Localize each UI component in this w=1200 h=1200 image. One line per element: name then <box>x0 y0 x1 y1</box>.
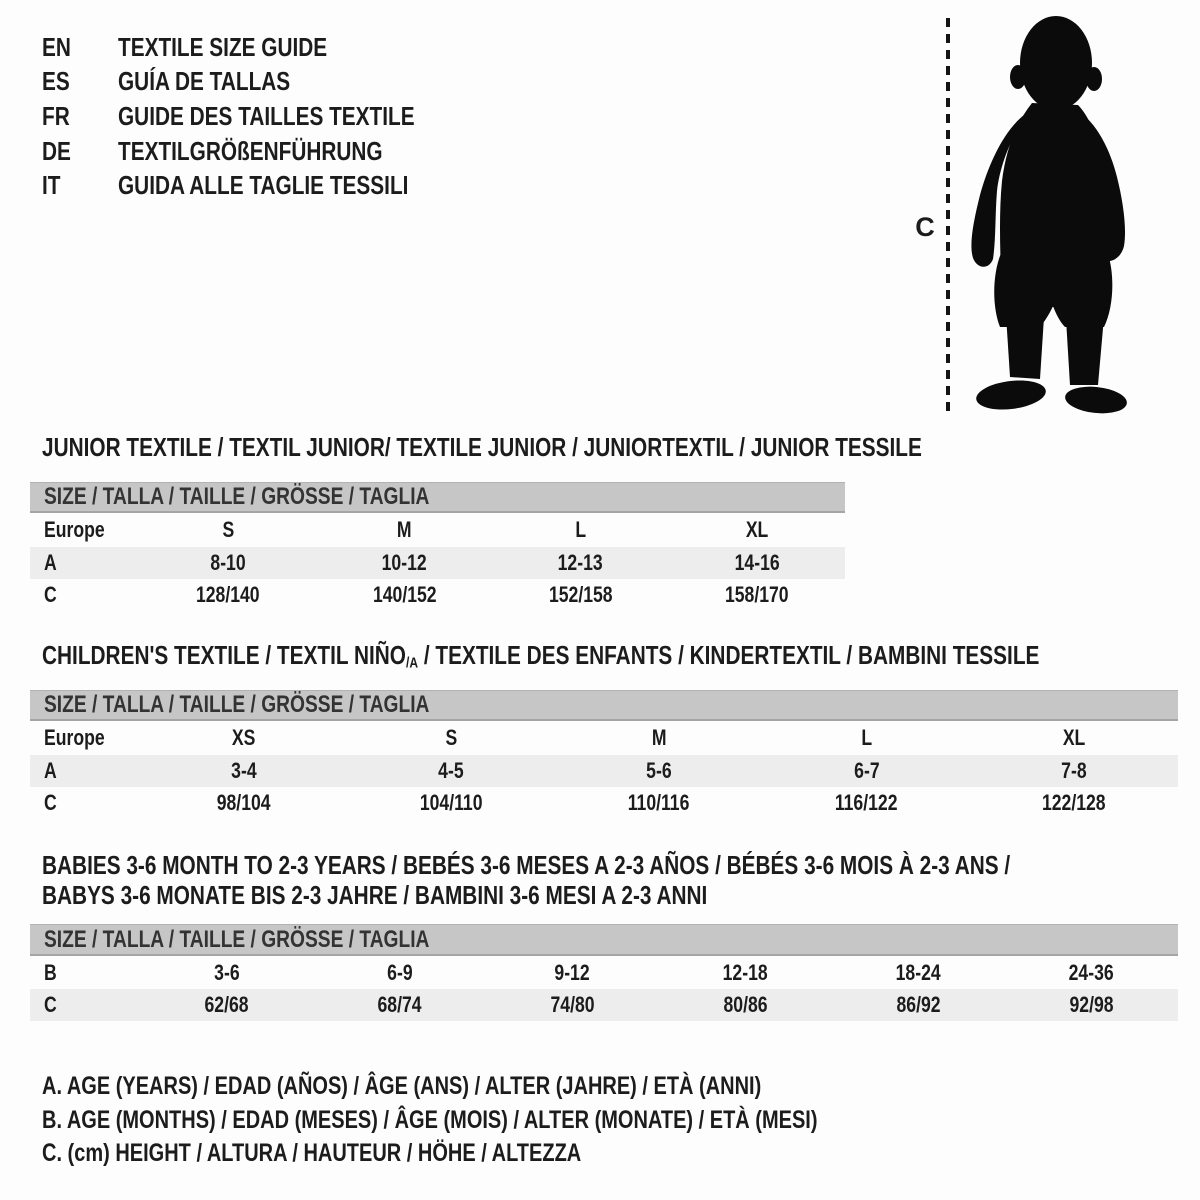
row-label: C <box>44 582 57 607</box>
size-col-header: L <box>861 725 872 750</box>
row-label: C <box>44 992 57 1017</box>
guide-title-es: GUÍA DE TALLAS <box>118 66 291 97</box>
table-cell: 92/98 <box>1069 992 1114 1017</box>
legend-line-c <box>42 1137 1011 1171</box>
row-label: C <box>44 790 57 815</box>
row-label: A <box>44 758 57 783</box>
row-label: B <box>44 959 57 985</box>
guide-title-de: TEXTILGRÖßENFÜHRUNG <box>118 135 383 166</box>
table-cell: 3-4 <box>231 758 257 783</box>
table-cell: 80/86 <box>723 992 768 1017</box>
table-row-age <box>30 755 1178 787</box>
babies-section-title-line1 <box>42 852 1200 878</box>
table-cell: 110/116 <box>628 790 690 815</box>
size-col-header: XL <box>1062 725 1086 750</box>
size-band-label: SIZE / TALLA / TAILLE / GRÖSSE / TAGLIA <box>44 691 430 718</box>
table-cell: 86/92 <box>896 992 941 1017</box>
children-size-table <box>30 690 1178 819</box>
row-label: Europe <box>44 725 105 750</box>
language-row-es <box>42 65 489 100</box>
size-header-band <box>30 690 1178 721</box>
size-col-header: XS <box>232 725 256 750</box>
language-code: IT <box>42 170 61 201</box>
baby-silhouette <box>966 14 1138 418</box>
table-cell: 62/68 <box>204 992 249 1017</box>
table-cell: 122/128 <box>1042 790 1106 815</box>
language-row-fr <box>42 99 489 134</box>
language-code: DE <box>42 135 71 166</box>
table-row-months <box>30 956 1178 989</box>
table-cell: 98/104 <box>216 790 271 815</box>
table-cell: 5-6 <box>646 758 672 783</box>
legend-line-b <box>42 1104 1011 1138</box>
language-row-de <box>42 134 489 169</box>
table-row-height <box>30 787 1178 819</box>
children-section-title-text: CHILDREN'S TEXTILE / TEXTIL NIÑO/A / TEXTILE DES ENFANTS / KINDERTEXTIL / BAMBINI TESSILE <box>42 640 1040 672</box>
table-row-height <box>30 579 845 611</box>
table-cell: 116/122 <box>835 790 898 815</box>
table-cell: 4-5 <box>438 758 465 783</box>
babies-section-title-line2 <box>42 882 874 908</box>
size-col-header: S <box>445 725 458 750</box>
table-cell: 128/140 <box>196 582 260 607</box>
junior-section-title-text: JUNIOR TEXTILE / TEXTIL JUNIOR/ TEXTILE JUNIOR / JUNIORTEXTIL / JUNIOR TESSILE <box>42 432 922 462</box>
language-row-it <box>42 168 489 203</box>
table-cell: 104/110 <box>420 790 483 815</box>
size-col-header: XL <box>745 517 769 542</box>
junior-size-table <box>30 482 845 611</box>
table-cell: 14-16 <box>734 550 780 575</box>
size-col-header: M <box>397 517 412 542</box>
junior-section-title <box>42 434 1142 460</box>
size-band-label: SIZE / TALLA / TAILLE / GRÖSSE / TAGLIA <box>44 483 430 510</box>
table-cell: 9-12 <box>554 959 591 985</box>
table-row-age <box>30 547 845 579</box>
babies-title-text-line2: BABYS 3-6 MONATE BIS 2-3 JAHRE / BAMBINI 3-6 MESI A 2-3 ANNI <box>42 880 708 910</box>
table-cell: 10-12 <box>381 550 427 575</box>
legend-line-a <box>42 1070 1011 1104</box>
guide-title-fr: GUIDE DES TAILLES TEXTILE <box>118 100 415 131</box>
table-cell: 152/158 <box>548 582 613 607</box>
table-cell: 12-13 <box>558 550 604 575</box>
table-cell: 6-9 <box>386 959 413 985</box>
table-row-height <box>30 989 1178 1021</box>
title-subscript: /A <box>405 654 419 672</box>
height-measure-label: C <box>915 212 935 242</box>
table-cell: 3-6 <box>213 959 240 985</box>
guide-title-en: TEXTILE SIZE GUIDE <box>118 31 328 62</box>
size-band-label: SIZE / TALLA / TAILLE / GRÖSSE / TAGLIA <box>44 925 430 953</box>
children-section-title <box>42 642 1200 676</box>
legend-text-a: A. AGE (YEARS) / EDAD (AÑOS) / ÂGE (ANS) / ALTER (JAHRE) / ETÀ (ANNI) <box>42 1072 762 1101</box>
table-cell: 140/152 <box>372 582 437 607</box>
table-cell: 8-10 <box>210 550 246 575</box>
legend-text-c: C. (cm) HEIGHT / ALTURA / HAUTEUR / HÖHE / ALTEZZA <box>42 1139 582 1168</box>
row-label: Europe <box>44 517 105 542</box>
legend-text-b: B. AGE (MONTHS) / EDAD (MESES) / ÂGE (MOIS) / ALTER (MONATE) / ETÀ (MESI) <box>42 1105 818 1134</box>
language-row-en <box>42 30 489 65</box>
size-col-header: S <box>222 517 234 542</box>
language-title-list <box>42 30 489 203</box>
table-cell: 18-24 <box>895 959 942 985</box>
size-col-header: M <box>651 725 667 750</box>
language-code: EN <box>42 31 71 62</box>
size-col-header: L <box>575 517 586 542</box>
height-measure-dashed-line <box>946 18 950 416</box>
babies-size-table <box>30 924 1178 1021</box>
table-row-sizes <box>30 721 1178 755</box>
table-cell: 7-8 <box>1061 758 1087 783</box>
guide-title-it: GUIDA ALLE TAGLIE TESSILI <box>118 170 409 201</box>
measurement-legend <box>42 1070 1011 1171</box>
language-code: ES <box>42 66 70 97</box>
babies-title-text-line1: BABIES 3-6 MONTH TO 2-3 YEARS / BEBÉS 3-6 MESES A 2-3 AÑOS / BÉBÉS 3-6 MOIS À 2-3 ANS / <box>42 850 1011 880</box>
row-label: A <box>44 550 57 575</box>
table-cell: 24-36 <box>1068 959 1115 985</box>
table-cell: 12-18 <box>722 959 769 985</box>
size-header-band <box>30 924 1178 956</box>
table-cell: 158/170 <box>725 582 789 607</box>
table-cell: 68/74 <box>377 992 422 1017</box>
language-code: FR <box>42 100 70 131</box>
table-row-sizes <box>30 513 845 547</box>
size-header-band <box>30 482 845 513</box>
table-cell: 6-7 <box>853 758 880 783</box>
table-cell: 74/80 <box>550 992 595 1017</box>
